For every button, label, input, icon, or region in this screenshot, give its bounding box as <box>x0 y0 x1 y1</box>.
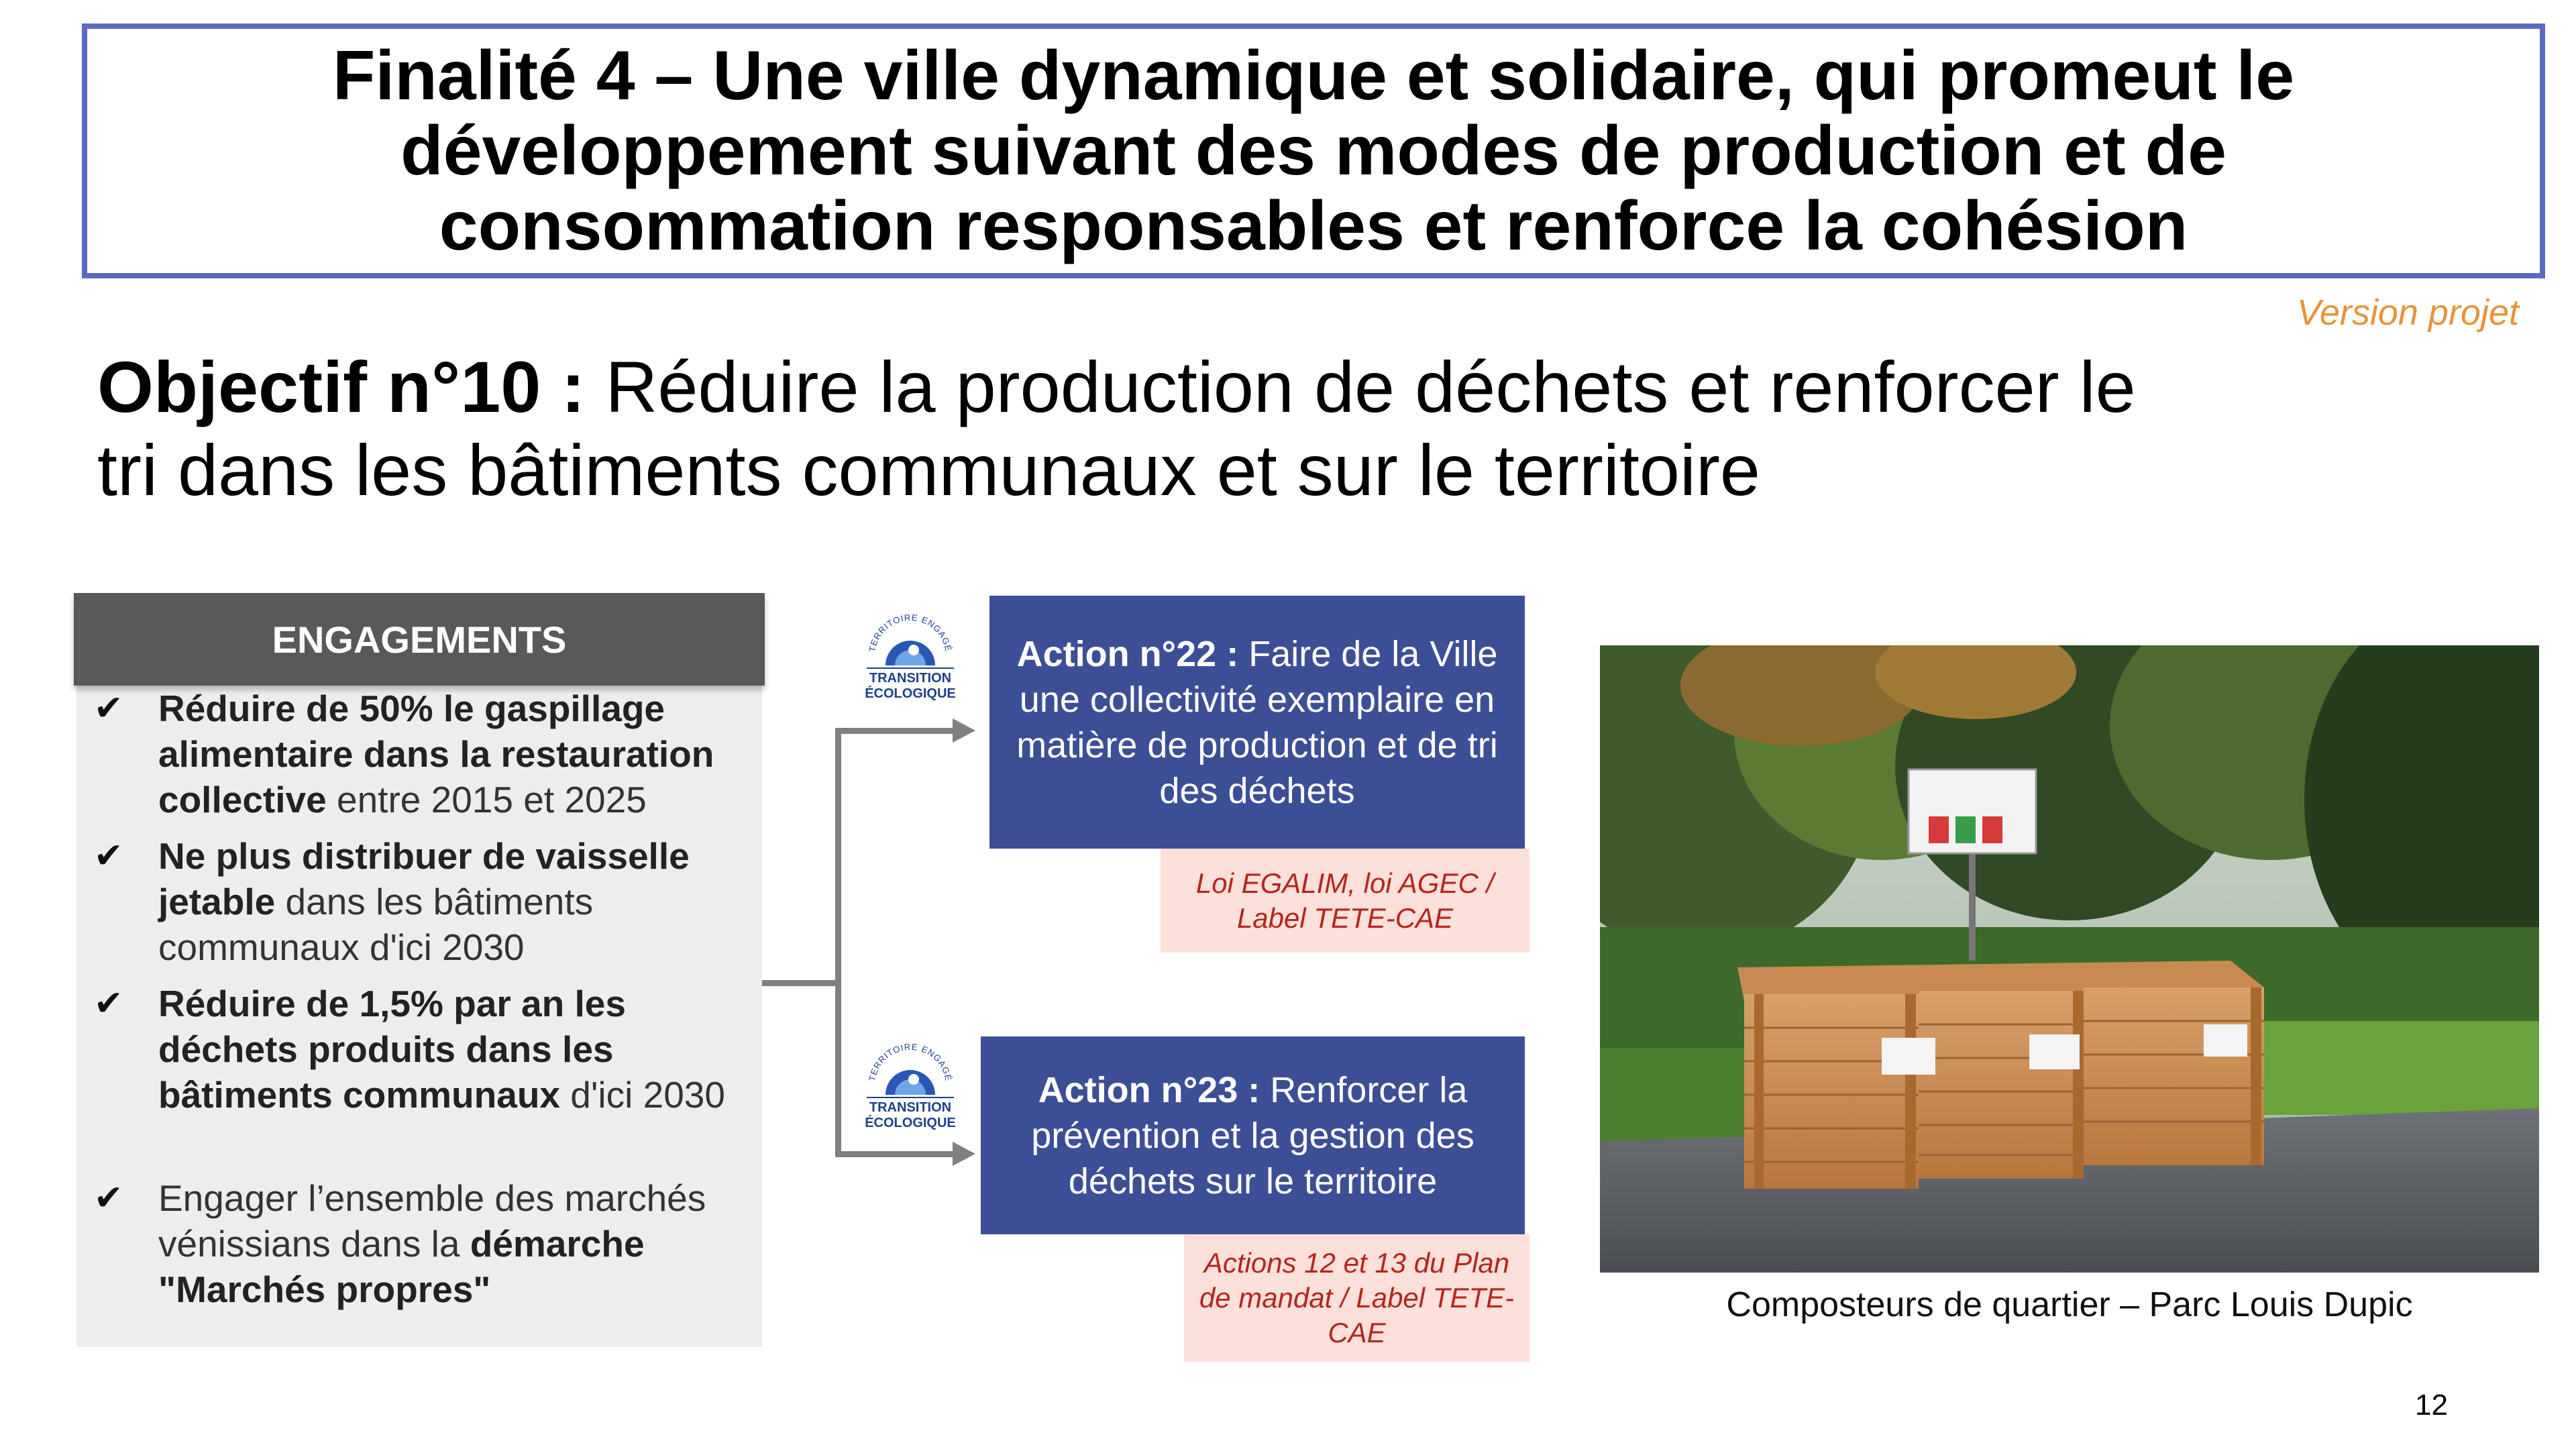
finalite-title-line-2: développement suivant des modes de production et de <box>400 112 2226 190</box>
checkmark-icon: ✔ <box>94 837 123 875</box>
logo-arc-text: TERRITOIRE ENGAGÉ <box>867 612 954 653</box>
engagement-rest: dans les bâtiments communaux d'ici 2030 <box>158 881 594 968</box>
action-23-law-box: Actions 12 et 13 du Plan de mandat / Label TETE-CAE <box>1184 1234 1529 1362</box>
action-23-label: Action n°23 : <box>1038 1069 1260 1110</box>
transition-ecologique-logo-icon <box>860 1041 961 1142</box>
engagement-pre: Engager l’ensemble des marchés vénissians dans la <box>158 1177 706 1265</box>
objective-text-line-2: tri dans les bâtiments communaux et sur le territoire <box>97 429 1760 511</box>
finalite-title-line-3: consommation responsables et renforce la cohésion <box>439 187 2188 265</box>
action-22-box <box>989 596 1525 849</box>
logo-line-2: ÉCOLOGIQUE <box>865 686 956 701</box>
composters-photo <box>1600 645 2539 1273</box>
engagements-header: ENGAGEMENTS <box>74 593 765 686</box>
transition-ecologique-logo-icon <box>860 612 961 712</box>
connector-vertical <box>835 728 841 1157</box>
logo-arc-text: TERRITOIRE ENGAGÉ <box>867 1041 954 1082</box>
logo-line-2: ÉCOLOGIQUE <box>865 1116 956 1130</box>
engagement-bold: Réduire de 1,5% par an les déchets produits dans les bâtiments communaux <box>158 983 626 1116</box>
objective-heading <box>97 345 2378 512</box>
action-23-text: Renforcer la prévention et la gestion des déchets sur le territoire <box>1031 1069 1474 1201</box>
objective-text-line-1: Réduire la production de déchets et renforcer le <box>585 346 2136 427</box>
engagement-rest: d'ici 2030 <box>560 1074 725 1116</box>
checkmark-icon: ✔ <box>94 689 123 728</box>
engagement-bold: démarche "Marchés propres" <box>158 1223 645 1310</box>
connector-to-action-23 <box>835 1151 956 1157</box>
action-23-box <box>981 1036 1525 1234</box>
arrow-head-icon <box>953 718 975 743</box>
checkmark-icon: ✔ <box>94 1179 123 1218</box>
engagement-bold: Ne plus distribuer de vaisselle jetable <box>158 835 690 922</box>
photo-caption: Composteurs de quartier – Parc Louis Dupic <box>1726 1285 2413 1324</box>
logo-line-1: TRANSITION <box>869 671 952 686</box>
objective-label: Objectif n°10 : <box>97 346 586 427</box>
arrow-head-icon <box>953 1142 975 1166</box>
finalite-header-box <box>82 23 2545 278</box>
connector-to-action-22 <box>835 728 956 734</box>
finalite-title-line-1: Finalité 4 – Une ville dynamique et solidaire, qui promeut le <box>332 37 2295 115</box>
engagement-bold: Réduire de 50% le gaspillage alimentaire dans la restauration collective <box>158 688 714 820</box>
action-22-law-box: Loi EGALIM, loi AGEC / Label TETE-CAE <box>1161 849 1529 953</box>
logo-line-1: TRANSITION <box>869 1100 952 1115</box>
connector-horizontal <box>762 980 841 986</box>
action-22-text: Faire de la Ville une collectivité exemplaire en matière de production et de tri des déchets <box>1016 633 1498 811</box>
checkmark-icon: ✔ <box>94 984 123 1023</box>
version-label: Version projet <box>2296 292 2519 333</box>
action-22-label: Action n°22 : <box>1016 633 1239 674</box>
engagement-rest: entre 2015 et 2025 <box>326 779 647 820</box>
page-number: 12 <box>2415 1389 2448 1421</box>
